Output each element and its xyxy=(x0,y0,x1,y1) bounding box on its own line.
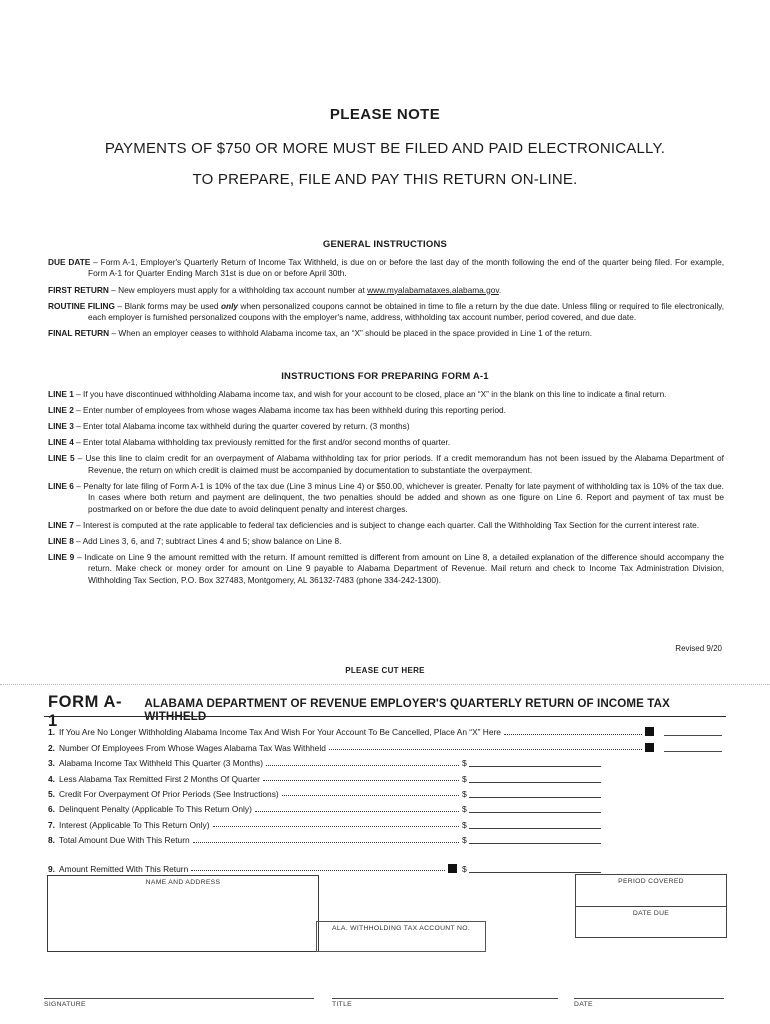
form-line-6-label: Delinquent Penalty (Applicable To This Return Only) xyxy=(59,804,252,815)
dot-leader xyxy=(504,733,642,735)
entry-marker-square xyxy=(645,743,654,752)
form-line-8-label: Total Amount Due With This Return xyxy=(59,835,190,846)
first-return-paragraph: FIRST RETURN – New employers must apply for a withholding tax account number at www.myalabamataxes.alabama.gov. xyxy=(48,284,502,295)
line-3-instruction: LINE 3 – Enter total Alabama income tax withheld during the quarter covered by return. (3 months) xyxy=(48,421,410,432)
dollar-sign: $ xyxy=(462,804,467,815)
line-1-instruction: LINE 1 – If you have discontinued withholding Alabama income tax, and wish for your account to be closed, place an “X” in the blank on this line to indicate a final return. xyxy=(48,389,667,399)
dot-leader xyxy=(282,794,459,796)
name-and-address-label: NAME AND ADDRESS xyxy=(145,879,221,886)
withholding-account-number-box[interactable] xyxy=(316,921,486,952)
entry-marker-square xyxy=(645,727,654,736)
form-line-1-label: If You Are No Longer Withholding Alabama Income Tax And Wish For Your Account To Be Cancelled, Place An “X” Here xyxy=(59,727,501,738)
line-6-instruction: LINE 6 – Penalty for late filing of Form A-1 is 10% of the tax due (Line 3 minus Line 4) or $50.00, whichever is greater. Penalty for late payment of withholding tax is 10% of the tax due. In cases where both return and payment are delinquent, the two penalties should be added and shown as one figure on Line 6. Report and payment of tax must be postmarked on or before the due date to avoid delinquent penalty and interest charges. xyxy=(48,480,724,514)
form-line-9: 9. Amount Remitted With This Return $ xyxy=(48,858,722,873)
routine-filing-paragraph: ROUTINE FILING – Blank forms may be used only when personalized coupons cannot be obtained in time to file a return by the due date. Unless filing or required to file electronically, each employer is furnished personalized coupons with the employer's name, address, withholding tax account number, period covered, and due date. xyxy=(48,300,724,322)
tax-remitted-amount-field[interactable] xyxy=(469,782,601,783)
form-line-9-label: Amount Remitted With This Return xyxy=(59,863,189,874)
form-line-6: 6. Delinquent Penalty (Applicable To This Return Only) $ xyxy=(48,799,722,814)
form-line-5-label: Credit For Overpayment Of Prior Periods (See Instructions) xyxy=(59,788,279,799)
form-header-rule xyxy=(44,716,726,717)
form-line-2-label: Number Of Employees From Whose Wages Alabama Tax Was Withheld xyxy=(59,742,326,753)
final-return-paragraph: FINAL RETURN – When an employer ceases to withhold Alabama income tax, an “X” should be placed in the space provided in Line 1 of the return. xyxy=(48,328,593,339)
general-instructions-title: GENERAL INSTRUCTIONS xyxy=(322,239,448,250)
amount-remitted-field[interactable] xyxy=(469,872,601,873)
dollar-sign: $ xyxy=(462,788,467,799)
routine-filing-label: ROUTINE FILING xyxy=(48,300,115,311)
form-line-3: 3. Alabama Income Tax Withheld This Quarter (3 Months) $ xyxy=(48,753,722,768)
signature-label: SIGNATURE xyxy=(44,1001,86,1008)
preparing-instructions-title: INSTRUCTIONS FOR PREPARING FORM A-1 xyxy=(281,371,489,382)
line-instructions-block xyxy=(48,389,724,591)
form-line-7: 7. Interest (Applicable To This Return Only) $ xyxy=(48,814,722,829)
form-line-4: 4. Less Alabama Tax Remitted First 2 Months Of Quarter $ xyxy=(48,768,722,783)
dot-leader xyxy=(255,810,459,812)
line-9-instruction: LINE 9 – Indicate on Line 9 the amount remitted with the return. If amount remitted is different from amount on Line 8, a detailed explanation of the difference should accompany the return. Make check or money order for amount on Line 9 payable to Alabama Department of Revenue. Mail return and check to Income Tax Administration Division, Withholding Tax Section, P.O. Box 327483, Montgomery, AL 36132-7483 (phone 334-242-1300). xyxy=(48,551,724,585)
dollar-sign: $ xyxy=(462,773,467,784)
form-items xyxy=(48,722,722,874)
cut-here-dotted-line xyxy=(0,684,770,685)
date-due-cell[interactable] xyxy=(576,907,726,937)
form-line-8: 8. Total Amount Due With This Return $ xyxy=(48,830,722,845)
entry-marker-square xyxy=(448,864,457,873)
first-return-label: FIRST RETURN xyxy=(48,284,109,295)
line-7-instruction: LINE 7 – Interest is computed at the rate applicable to federal tax deficiencies and is subject to change each quarter. Call the Withholding Tax Section for the current interest rate. xyxy=(48,519,700,530)
dot-leader xyxy=(191,869,445,871)
period-date-box xyxy=(575,874,727,938)
final-return-label: FINAL RETURN xyxy=(48,328,110,339)
overpayment-credit-field[interactable] xyxy=(469,797,601,798)
cut-here-label: PLEASE CUT HERE xyxy=(345,666,425,675)
withholding-account-number-label: ALA. WITHHOLDING TAX ACCOUNT NO. xyxy=(331,925,470,932)
revision-date: Revised 9/20 xyxy=(675,644,722,653)
title-line[interactable] xyxy=(332,998,558,999)
dot-leader xyxy=(266,764,459,766)
form-line-4-label: Less Alabama Tax Remitted First 2 Months Of Quarter xyxy=(59,773,260,784)
line-5-instruction: LINE 5 – Use this line to claim credit for an overpayment of Alabama withholding tax for prior periods. If a credit memorandum has not been issued by the Alabama Department of Revenue, the return on which credit is claimed must be accompanied by documentation to substantiate the overpayment. xyxy=(48,453,724,475)
notice-line-electronic-filing: PAYMENTS OF $750 OR MORE MUST BE FILED AND PAID ELECTRONICALLY. xyxy=(104,140,666,157)
tax-withheld-amount-field[interactable] xyxy=(469,766,601,767)
date-line[interactable] xyxy=(574,998,724,999)
dot-leader xyxy=(213,825,459,827)
date-label: DATE xyxy=(574,1001,593,1008)
notice-line-online: TO PREPARE, FILE AND PAY THIS RETURN ON-LINE. xyxy=(192,171,578,188)
cancel-account-x-field[interactable] xyxy=(664,735,722,736)
line-2-instruction: LINE 2 – Enter number of employees from whose wages Alabama income tax has been withheld during this reporting period. xyxy=(48,405,506,416)
notice-title: PLEASE NOTE xyxy=(329,106,441,123)
dollar-sign: $ xyxy=(462,835,467,846)
dot-leader xyxy=(193,841,459,843)
form-line-7-label: Interest (Applicable To This Return Only) xyxy=(59,819,210,830)
dot-leader xyxy=(263,779,459,781)
dot-leader xyxy=(329,748,642,750)
dollar-sign: $ xyxy=(462,758,467,769)
form-line-3-label: Alabama Income Tax Withheld This Quarter (3 Months) xyxy=(59,758,264,769)
title-label: TITLE xyxy=(332,1001,353,1008)
name-and-address-box[interactable] xyxy=(47,875,319,952)
form-number: FORM A-1 xyxy=(48,693,123,730)
general-instructions-block xyxy=(48,257,724,344)
date-due-label: DATE DUE xyxy=(632,910,670,917)
form-line-5: 5. Credit For Overpayment Of Prior Periods (See Instructions) $ xyxy=(48,784,722,799)
dollar-sign: $ xyxy=(462,863,467,874)
total-due-amount-field[interactable] xyxy=(469,843,601,844)
period-covered-label: PERIOD COVERED xyxy=(618,878,684,885)
myalabamataxes-link[interactable]: www.myalabamataxes.alabama.gov xyxy=(367,284,499,295)
interest-amount-field[interactable] xyxy=(469,828,601,829)
period-covered-cell[interactable] xyxy=(576,875,726,907)
delinquent-penalty-field[interactable] xyxy=(469,812,601,813)
dollar-sign: $ xyxy=(462,819,467,830)
form-line-1: 1. If You Are No Longer Withholding Alabama Income Tax And Wish For Your Account To Be Cancelled, Place An “X” Here xyxy=(48,722,722,737)
due-date-paragraph: DUE DATE – Form A-1, Employer's Quarterly Return of Income Tax Withheld, is due on or before the last day of the month following the end of the quarter being filed. For example, Form A-1 for Quarter Ending March 31st is due on or before April 30th. xyxy=(48,257,724,279)
line-4-instruction: LINE 4 – Enter total Alabama withholding tax previously remitted for the first and/or second months of quarter. xyxy=(48,437,451,448)
form-line-2: 2. Number Of Employees From Whose Wages Alabama Tax Was Withheld xyxy=(48,737,722,752)
employee-count-field[interactable] xyxy=(664,751,722,752)
line-8-instruction: LINE 8 – Add Lines 3, 6, and 7; subtract Lines 4 and 5; show balance on Line 8. xyxy=(48,535,342,546)
signature-line[interactable] xyxy=(44,998,314,999)
due-date-label: DUE DATE xyxy=(48,257,91,267)
form-title: ALABAMA DEPARTMENT OF REVENUE EMPLOYER'S QUARTERLY RETURN OF INCOME TAX WITHHELD xyxy=(144,697,670,723)
